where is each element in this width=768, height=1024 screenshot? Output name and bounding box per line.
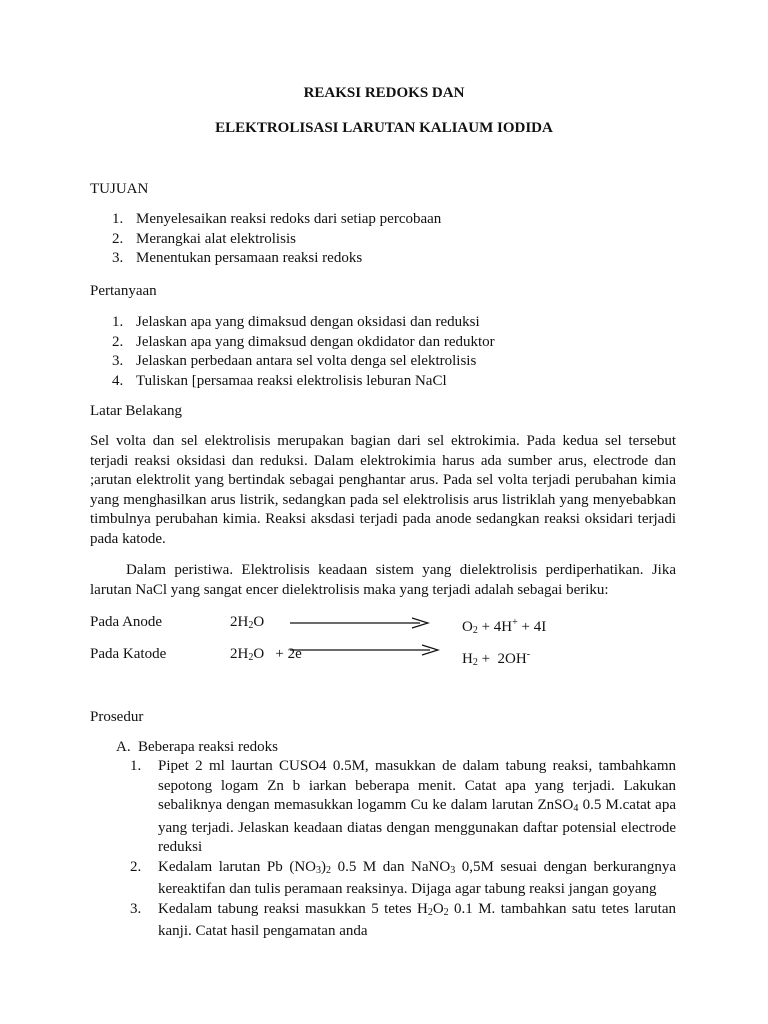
list-item: 2. Merangkai alat elektrolisis: [112, 230, 296, 247]
section-a-title: Beberapa reaksi redoks: [138, 739, 278, 755]
section-a-letter: A.: [116, 739, 131, 755]
list-item: 1. Menyelesaikan reaksi redoks dari setiap percobaan: [112, 211, 442, 227]
tujuan-heading: TUJUAN: [90, 181, 149, 197]
anode-product: $O_2 + 4H^+ + 4I$: [462, 617, 547, 636]
anode-label: Pada Anode: [90, 614, 163, 630]
katode-reactant: $2H_2O + 2e$: [230, 646, 302, 663]
pertanyaan-heading: Pertanyaan: [90, 283, 157, 299]
procedure-steps: [130, 757, 676, 942]
procedure-step-3: 3. Kedalam tabung reaksi masukkan 5 tetes $H_2O_2$ 0.1 M. tambahkan satu tetes larutan kanji. Catat hasil pengamatan anda: [130, 900, 676, 939]
list-item: 4. Tuliskan [persamaa reaksi elektrolisis leburan NaCl: [112, 372, 447, 389]
list-item: 2. Jelaskan apa yang dimaksud dengan okdidator dan reduktor: [112, 333, 495, 350]
anode-arrow-icon: [290, 616, 430, 630]
katode-arrow-icon: [290, 643, 440, 657]
latar-paragraph-2: Dalam peristiwa. Elektrolisis keadaan sistem yang dielektrolisis perdiperhatikan. Jika larutan NaCl yang sangat encer dielektrolisis maka yang terjadi adalah sebagai beriku:: [90, 562, 676, 598]
tujuan-list: [112, 210, 441, 269]
katode-label: Pada Katode: [90, 646, 167, 662]
anode-reactant: $2H_2O$: [230, 614, 265, 631]
latar-paragraph-1: Sel volta dan sel elektrolisis merupakan bagian dari sel ektrokimia. Pada kedua sel tersebut terjadi reaksi oksidasi dan reduksi. Dalam elektrokimia harus ada sumber arus, electrode dan ;arutan elektrolit yang bertindak sebagai penghantar arus. Pada sel volta terjadi perubahan kimia yang menghasilkan arus listrik, sedangkan pada sel elektrolisis arus listriklah yang menyebabkan timbulnya perubahan kimia. Reaksi aksdasi terjadi pada anode sedangkan reaksi oksidari terjadi pada katode.: [90, 433, 676, 547]
title-line-2: ELEKTROLISASI LARUTAN KALIAUM IODIDA: [215, 120, 553, 136]
list-item: 3. Menentukan persamaan reaksi redoks: [112, 250, 363, 266]
list-item: 3. Jelaskan perbedaan antara sel volta denga sel elektrolisis: [112, 353, 477, 369]
latar-heading: Latar Belakang: [90, 403, 183, 419]
prosedur-heading: Prosedur: [90, 709, 144, 725]
title-line-1: REAKSI REDOKS DAN: [303, 85, 465, 101]
list-item: 1. Jelaskan apa yang dimaksud dengan oksidasi dan reduksi: [112, 314, 480, 330]
pertanyaan-list: [112, 313, 495, 391]
procedure-step-2: 2. Kedalam larutan Pb $(NO_3)_2$ 0.5 M dan NaNO$_3$ 0,5M sesuai dengan berkurangnya kereaktifan dan tulis peramaan reaksinya. Dijaga agar tabung reaksi jangan goyang: [130, 858, 676, 897]
katode-product: $H_2 + 2OH^-$: [462, 649, 531, 668]
procedure-step-1: 1. Pipet 2 ml laurtan CUSO4 0.5M, masukkan de dalam tabung reaksi, tambahkamn sepotong logam Zn b iarkan beberapa menit. Catat apa yang terjadi. Lakukan sebaliknya dengan memasukkan logamm Cu ke dalam larutan ZnSO$_4$ 0.5 M.catat apa yang terjadi. Jelaskan keadaan diatas dengan menggunakan daftar potensial electrode reduksi: [130, 758, 676, 855]
